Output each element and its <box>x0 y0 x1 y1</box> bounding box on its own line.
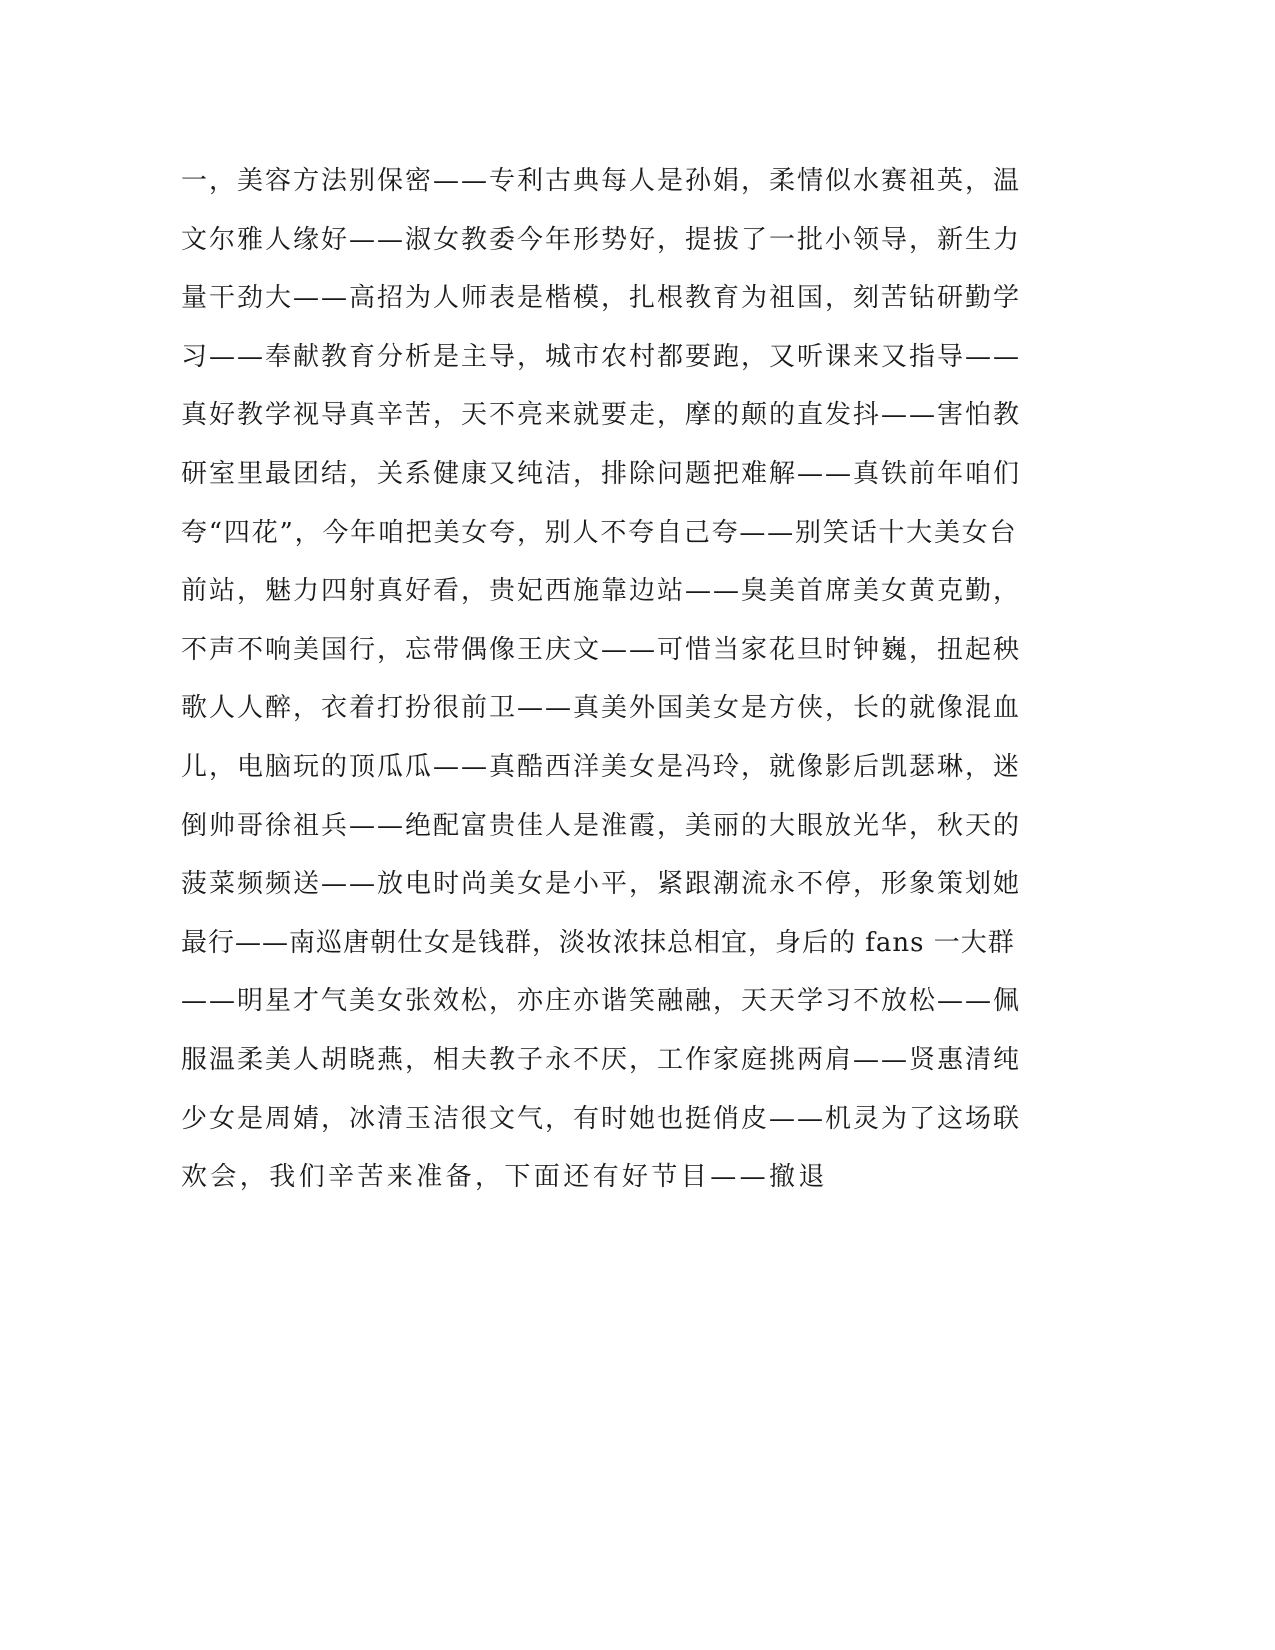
text-line: 服温柔美人胡晓燕，相夫教子永不厌，工作家庭挑两肩——贤惠清纯 <box>181 1044 1022 1075</box>
text-line: 一，美容方法别保密——专利古典每人是孙娟，柔情似水赛祖英，温 <box>181 166 1022 196</box>
text-line: ——明星才气美女张效松，亦庄亦谐笑融融，天天学习不放松——佩 <box>181 986 1022 1017</box>
text-line: 文尔雅人缘好——淑女教委今年形势好，提拔了一批小领导，新生力 <box>181 224 1022 255</box>
text-line: 最行——南巡唐朝仕女是钱群，淡妆浓抹总相宜，身后的 fans 一大群 <box>181 927 1015 958</box>
text-line: 欢会，我们辛苦来准备，下面还有好节目——撤退 <box>181 1162 828 1193</box>
text-line: 量干劲大——高招为人师表是楷模，扎根教育为祖国，刻苦钻研勤学 <box>181 283 1022 314</box>
text-line: 儿，电脑玩的顶瓜瓜——真酷西洋美女是冯玲，就像影后凯瑟琳，迷 <box>181 751 1022 782</box>
text-line: 前站，魅力四射真好看，贵妃西施靠边站——臭美首席美女黄克勤， <box>181 576 1022 607</box>
text-line: 真好教学视导真辛苦，天不亮来就要走，摩的颠的直发抖——害怕教 <box>181 400 1022 431</box>
text-line: 歌人人醉，衣着打扮很前卫——真美外国美女是方侠，长的就像混血 <box>181 693 1022 724</box>
text-line: 倒帅哥徐祖兵——绝配富贵佳人是淮霞，美丽的大眼放光华，秋天的 <box>181 810 1022 841</box>
text-line: 少女是周婧，冰清玉洁很文气，有时她也挺俏皮——机灵为了这场联 <box>181 1103 1022 1134</box>
text-line: 不声不响美国行，忘带偶像王庆文——可惜当家花旦时钟巍，扭起秧 <box>181 634 1022 665</box>
text-line: 研室里最团结，关系健康又纯洁，排除问题把难解——真铁前年咱们 <box>181 458 1022 489</box>
text-line: 夸“四花”，今年咱把美女夸，别人不夸自己夸——别笑话十大美女台 <box>181 517 1018 548</box>
text-line: 菠菜频频送——放电时尚美女是小平，紧跟潮流永不停，形象策划她 <box>181 869 1022 900</box>
text-line: 习——奉献教育分析是主导，城市农村都要跑，又听课来又指导—— <box>181 341 1022 372</box>
body-text <box>181 158 1021 1213</box>
